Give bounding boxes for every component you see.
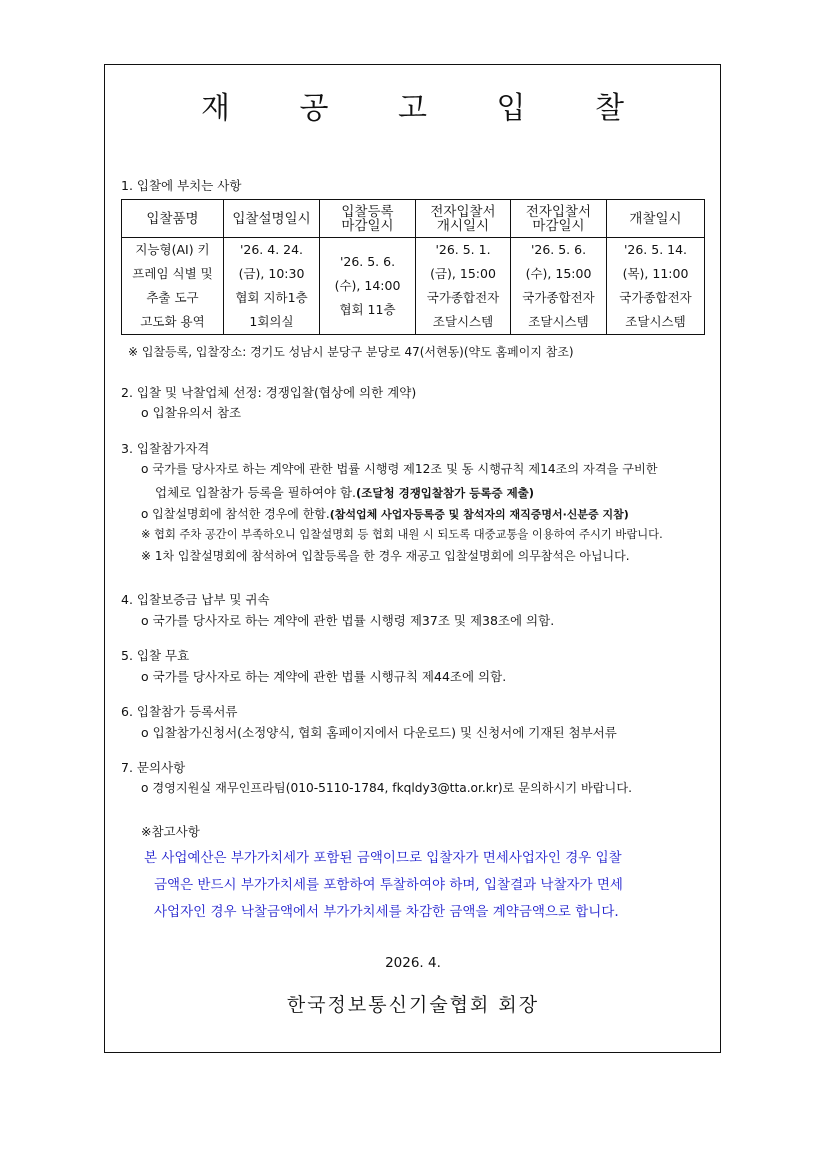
section4-item: o 국가를 당사자로 하는 계약에 관한 법률 시행령 제37조 및 제38조에 의함. — [141, 613, 555, 628]
section2-heading: 2. 입찰 및 낙찰업체 선정: 경쟁입찰(협상에 의한 계약) — [121, 385, 417, 400]
signature: 한국정보통신기술협회 회장 — [286, 994, 540, 1016]
section3-item2-text: o 입찰설명회에 참석한 경우에 한함. — [141, 507, 330, 521]
reference-line-2: 금액은 반드시 부가가치세를 포함하여 투찰하여야 하며, 입찰결과 낙찰자가 면세 — [154, 877, 623, 893]
cell-briefing: '26. 4. 24. (금), 10:30 협회 지하1층 1회의실 — [224, 238, 320, 335]
section7-heading: 7. 문의사항 — [121, 760, 186, 775]
section6-heading: 6. 입찰참가 등록서류 — [121, 704, 238, 719]
col-header-ebid-open: 전자입찰서 개시일시 — [416, 200, 511, 238]
col-header-briefing: 입찰설명일시 — [224, 200, 320, 238]
section3-heading: 3. 입찰참가자격 — [121, 441, 210, 456]
cell-ebid-open: '26. 5. 1. (금), 15:00 국가종합전자 조달시스템 — [416, 238, 511, 335]
section6-item: o 입찰참가신청서(소정양식, 협회 홈페이지에서 다운로드) 및 신청서에 기재된 첨부서류 — [141, 725, 617, 740]
col-header-ebid-close: 전자입찰서 마감일시 — [511, 200, 607, 238]
section1-note: ※ 입찰등록, 입찰장소: 경기도 성남시 분당구 분당로 47(서현동)(약도 홈페이지 참조) — [128, 345, 574, 359]
section3-note1: ※ 협회 주차 공간이 부족하오니 입찰설명회 등 협회 내원 시 되도록 대중교통을 이용하여 주시기 바랍니다. — [141, 528, 663, 541]
section3-item1-cont — [155, 483, 534, 501]
section2-item: o 입찰유의서 참조 — [141, 405, 242, 420]
cell-item-name: 지능형(AI) 키 프레임 식별 및 추출 도구 고도화 용역 — [122, 238, 224, 335]
section3-item1: o 국가를 당사자로 하는 계약에 관한 법률 시행령 제12조 및 동 시행규칙 제14조의 자격을 구비한 — [141, 462, 658, 476]
bid-table — [121, 199, 705, 335]
cell-opening: '26. 5. 14. (목), 11:00 국가종합전자 조달시스템 — [607, 238, 705, 335]
section4-heading: 4. 입찰보증금 납부 및 귀속 — [121, 592, 270, 607]
cell-registration-deadline: '26. 5. 6. (수), 14:00 협회 11층 — [320, 238, 416, 335]
section5-heading: 5. 입찰 무효 — [121, 648, 190, 663]
section3-item2 — [141, 505, 629, 522]
table-header-row — [122, 200, 705, 238]
col-header-item-name: 입찰품명 — [122, 200, 224, 238]
section3-item1-text: 업체로 입찰참가 등록을 필하여야 함. — [155, 485, 356, 500]
section1-heading: 1. 입찰에 부치는 사항 — [121, 178, 242, 193]
col-header-opening: 개찰일시 — [607, 200, 705, 238]
section7-item: o 경영지원실 재무인프라팀(010-5110-1784, fkqldy3@tta.or.kr)로 문의하시기 바랍니다. — [141, 781, 632, 795]
page-title: 재 공 고 입 찰 — [200, 91, 655, 126]
reference-heading: ※참고사항 — [141, 824, 200, 839]
section5-item: o 국가를 당사자로 하는 계약에 관한 법률 시행규칙 제44조에 의함. — [141, 669, 507, 684]
col-header-registration-deadline: 입찰등록 마감일시 — [320, 200, 416, 238]
section3-item2-bold: (참석업체 사업자등록증 및 참석자의 재직증명서·신분증 지참) — [329, 508, 629, 521]
table-row — [122, 238, 705, 335]
section3-item1-bold: (조달청 경쟁입찰참가 등록증 제출) — [356, 486, 535, 500]
cell-ebid-close: '26. 5. 6. (수), 15:00 국가종합전자 조달시스템 — [511, 238, 607, 335]
reference-line-1: 본 사업예산은 부가가치세가 포함된 금액이므로 입찰자가 면세사업자인 경우 입찰 — [144, 850, 622, 866]
section3-note2: ※ 1차 입찰설명회에 참석하여 입찰등록을 한 경우 재공고 입찰설명회에 의무참석은 아닙니다. — [141, 549, 630, 563]
document-date: 2026. 4. — [385, 955, 441, 971]
reference-line-3: 사업자인 경우 낙찰금액에서 부가가치세를 차감한 금액을 계약금액으로 합니다. — [154, 904, 619, 920]
